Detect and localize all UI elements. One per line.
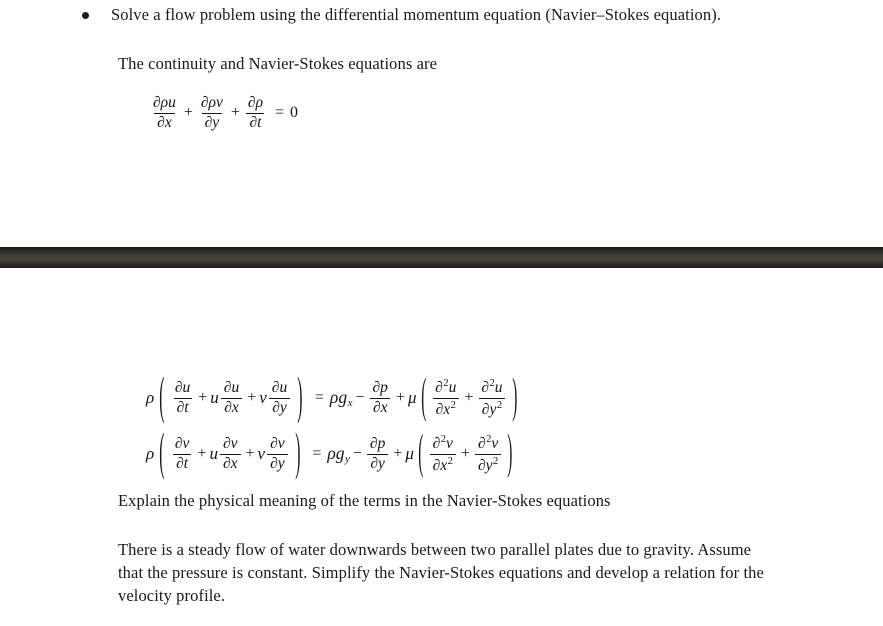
plus-operator: +: [230, 104, 240, 122]
gravity-subscript: x: [347, 397, 353, 410]
fraction-numerator: ∂ρu: [153, 94, 176, 111]
fraction-numerator: ∂u: [271, 378, 288, 396]
rho-symbol: ρ: [146, 444, 155, 463]
du-dx-term: [221, 380, 242, 416]
plus-operator: +: [197, 445, 207, 462]
d2u-dy2-term: [478, 378, 505, 418]
fraction-numerator: ∂v: [270, 434, 285, 452]
plus-operator: +: [247, 389, 257, 406]
v-coefficient: v: [259, 388, 267, 407]
gravity-subscript: y: [345, 453, 350, 466]
fraction-denominator: ∂t: [246, 113, 264, 132]
d2v-dx2-term: [430, 434, 456, 474]
fraction-numerator: ∂u: [174, 378, 191, 396]
du-dy-term: [269, 380, 290, 416]
fraction-denominator: $\partial x^2$: [433, 398, 459, 419]
equals-operator: =: [275, 104, 285, 122]
minus-operator: −: [355, 389, 365, 406]
equals-operator: =: [314, 389, 324, 406]
paren-close-viscous: ): [511, 368, 517, 423]
fraction-denominator: $\partial y^2$: [475, 454, 501, 475]
paren-close-viscous: ): [507, 424, 513, 479]
plus-operator: +: [393, 445, 403, 462]
bullet-marker-icon: [82, 12, 89, 19]
fraction-denominator: ∂y: [202, 113, 223, 132]
explain-terms-paragraph: Explain the physical meaning of the terms in the Navier-Stokes equations: [118, 491, 611, 510]
mu-symbol: μ: [405, 444, 414, 463]
x-momentum-equation: [146, 366, 521, 425]
fraction-numerator: ∂$^2$v: [477, 434, 499, 452]
fraction-numerator: ∂$^2$u: [435, 378, 457, 396]
continuity-intro-paragraph: The continuity and Navier-Stokes equations are: [118, 54, 438, 73]
paren-open: (: [159, 422, 165, 481]
rho-g-term: $\rho g_x$: [329, 386, 353, 410]
rho-symbol: ρ: [146, 388, 155, 407]
dp-dy-term: [367, 436, 388, 472]
fraction-numerator: ∂$^2$u: [481, 378, 503, 396]
d2u-dx2-term: [432, 378, 459, 418]
minus-operator: −: [352, 445, 362, 462]
dp-dx-term: [370, 380, 391, 416]
dv-dt-term: [172, 436, 193, 472]
fraction-numerator: ∂p: [372, 378, 388, 396]
continuity-equation: [148, 92, 298, 131]
y-momentum-equation: [146, 422, 517, 481]
plus-operator: +: [183, 104, 193, 122]
fraction-denominator: ∂x: [154, 113, 175, 132]
paren-close: ): [294, 422, 301, 481]
fraction-denominator: $\partial y^2$: [479, 398, 505, 419]
dv-dy-term: [267, 436, 288, 472]
fraction-denominator: ∂x: [220, 454, 241, 473]
fraction-denominator: ∂y: [367, 454, 388, 473]
continuity-term-rho-v: [198, 95, 226, 131]
plus-operator: +: [460, 445, 470, 462]
u-coefficient: u: [209, 444, 218, 463]
fraction-numerator: ∂v: [174, 434, 190, 452]
dv-dx-term: [220, 436, 241, 472]
plus-operator: +: [245, 445, 255, 462]
d2v-dy2-term: [475, 434, 501, 474]
plus-operator: +: [395, 389, 405, 406]
paren-open: (: [159, 366, 165, 425]
fraction-denominator: $\partial x^2$: [430, 454, 456, 475]
equals-operator: =: [312, 445, 322, 462]
fraction-denominator: ∂t: [173, 454, 191, 473]
continuity-term-rho-t: [245, 95, 266, 131]
continuity-term-rho-u: [150, 95, 179, 131]
paren-open-viscous: (: [420, 368, 426, 423]
v-coefficient: v: [257, 444, 266, 463]
paren-close: ): [297, 366, 303, 425]
continuity-rhs-zero: 0: [290, 104, 299, 122]
paren-open-viscous: (: [418, 424, 424, 479]
fraction-numerator: ∂u: [223, 378, 240, 396]
fraction-numerator: ∂$^2$v: [432, 434, 453, 452]
fraction-numerator: ∂ρv: [200, 94, 223, 111]
fraction-denominator: ∂y: [269, 398, 290, 417]
fraction-numerator: ∂p: [369, 434, 386, 452]
du-dt-term: [172, 380, 193, 416]
scan-edge-band: [0, 247, 883, 268]
plus-operator: +: [198, 389, 208, 406]
plus-operator: +: [464, 389, 474, 406]
fraction-denominator: ∂x: [370, 398, 391, 417]
mu-symbol: μ: [407, 388, 417, 407]
rho-g-term: $\rho g_y$: [327, 442, 350, 466]
fraction-denominator: ∂x: [221, 398, 242, 417]
fraction-denominator: ∂y: [267, 454, 288, 473]
u-coefficient: u: [210, 388, 219, 407]
bullet-list-item: [82, 4, 812, 26]
fraction-denominator: ∂t: [174, 398, 192, 417]
fraction-numerator: ∂ρ: [247, 94, 264, 111]
bullet-item-text: Solve a flow problem using the differential momentum equation (Navier–Stokes equation).: [111, 5, 722, 24]
problem-statement-paragraph: There is a steady flow of water downwards between two parallel plates due to gravity. Assume that the pressure is constant. Simplify the Navier-Stokes equations and develop a relation for the velocity profile.: [118, 540, 764, 605]
fraction-numerator: ∂v: [222, 434, 238, 452]
